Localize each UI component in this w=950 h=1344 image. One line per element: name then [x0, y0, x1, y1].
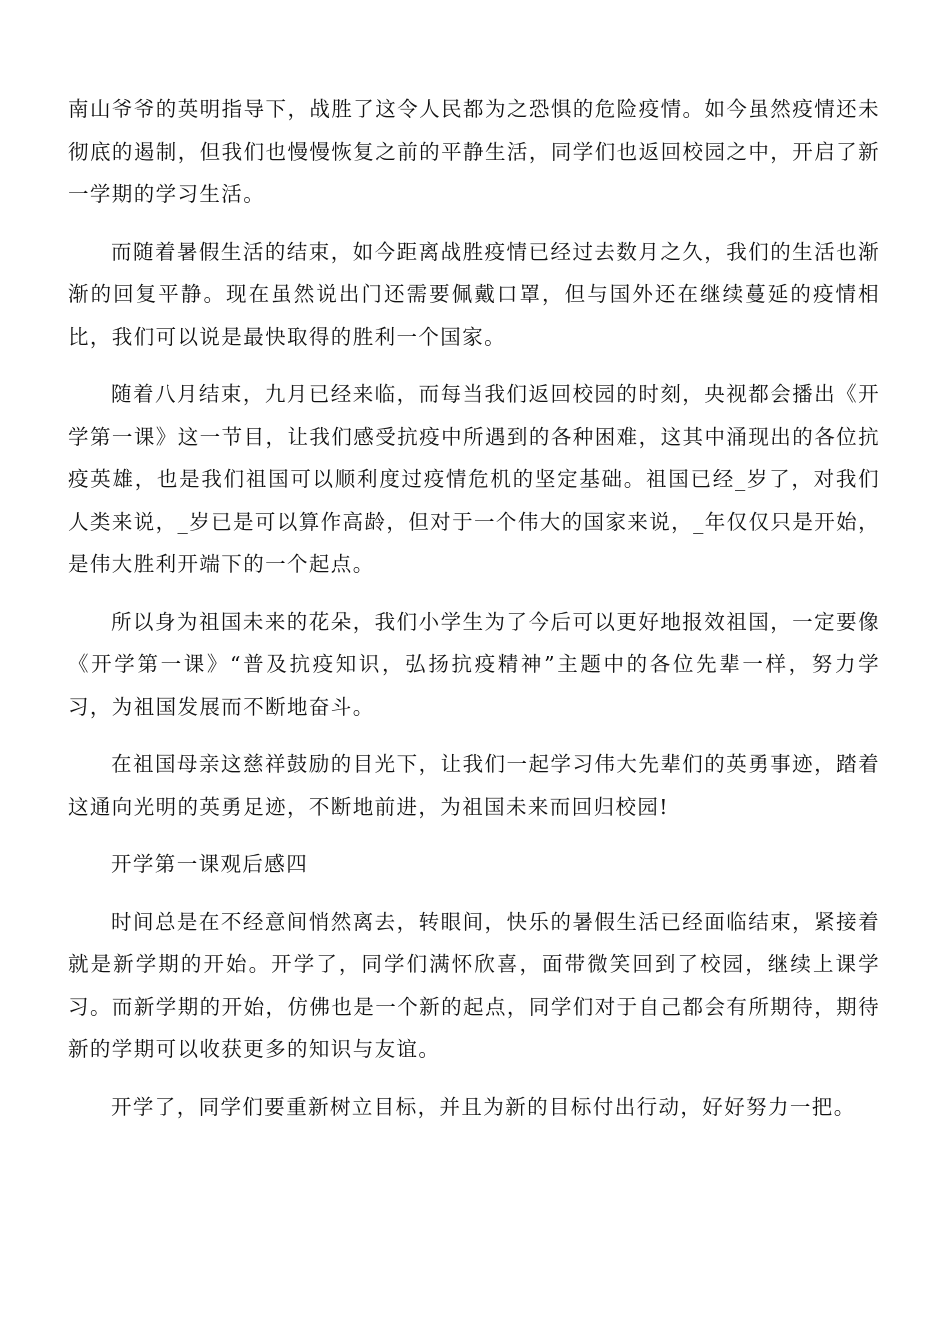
paragraph-5: 在祖国母亲这慈祥鼓励的目光下，让我们一起学习伟大先辈们的英勇事迹，踏着这通向光明的英勇足迹，不断地前进，为祖国未来而回归校园! [68, 752, 880, 819]
paragraph-6: 时间总是在不经意间悄然离去，转眼间，快乐的暑假生活已经面临结束，紧接着就是新学期的开始。开学了，同学们满怀欣喜，面带微笑回到了校园，继续上课学习。而新学期的开始，仿佛也是一个新的起点，同学们对于自己都会有所期待，期待新的学期可以收获更多的知识与友谊。 [68, 909, 880, 1061]
paragraph-4: 所以身为祖国未来的花朵，我们小学生为了今后可以更好地报效祖国，一定要像《开学第一课》“普及抗疫知识，弘扬抗疫精神”主题中的各位先辈一样，努力学习，为祖国发展而不断地奋斗。 [68, 609, 880, 719]
paragraph-2: 而随着暑假生活的结束，如今距离战胜疫情已经过去数月之久，我们的生活也渐渐的回复平静。现在虽然说出门还需要佩戴口罩，但与国外还在继续蔓延的疫情相比，我们可以说是最快取得的胜利一个国家。 [68, 239, 880, 349]
paragraph-3: 随着八月结束，九月已经来临，而每当我们返回校园的时刻，央视都会播出《开学第一课》这一节目，让我们感受抗疫中所遇到的各种困难，这其中涌现出的各位抗疫英雄，也是我们祖国可以顺利度过疫情危机的坚定基础。祖国已经_岁了，对我们人类来说，_岁已是可以算作高龄，但对于一个伟大的国家来说，_年仅仅只是开始，是伟大胜利开端下的一个起点。 [68, 382, 880, 576]
section-heading: 开学第一课观后感四 [111, 852, 309, 876]
document-page [68, 88, 880, 1143]
paragraph-7: 开学了，同学们要重新树立目标，并且为新的目标付出行动，好好努力一把。 [111, 1094, 856, 1119]
paragraph-1: 南山爷爷的英明指导下，战胜了这令人民都为之恐惧的危险疫情。如今虽然疫情还未彻底的遏制，但我们也慢慢恢复之前的平静生活，同学们也返回校园之中，开启了新一学期的学习生活。 [68, 97, 880, 206]
